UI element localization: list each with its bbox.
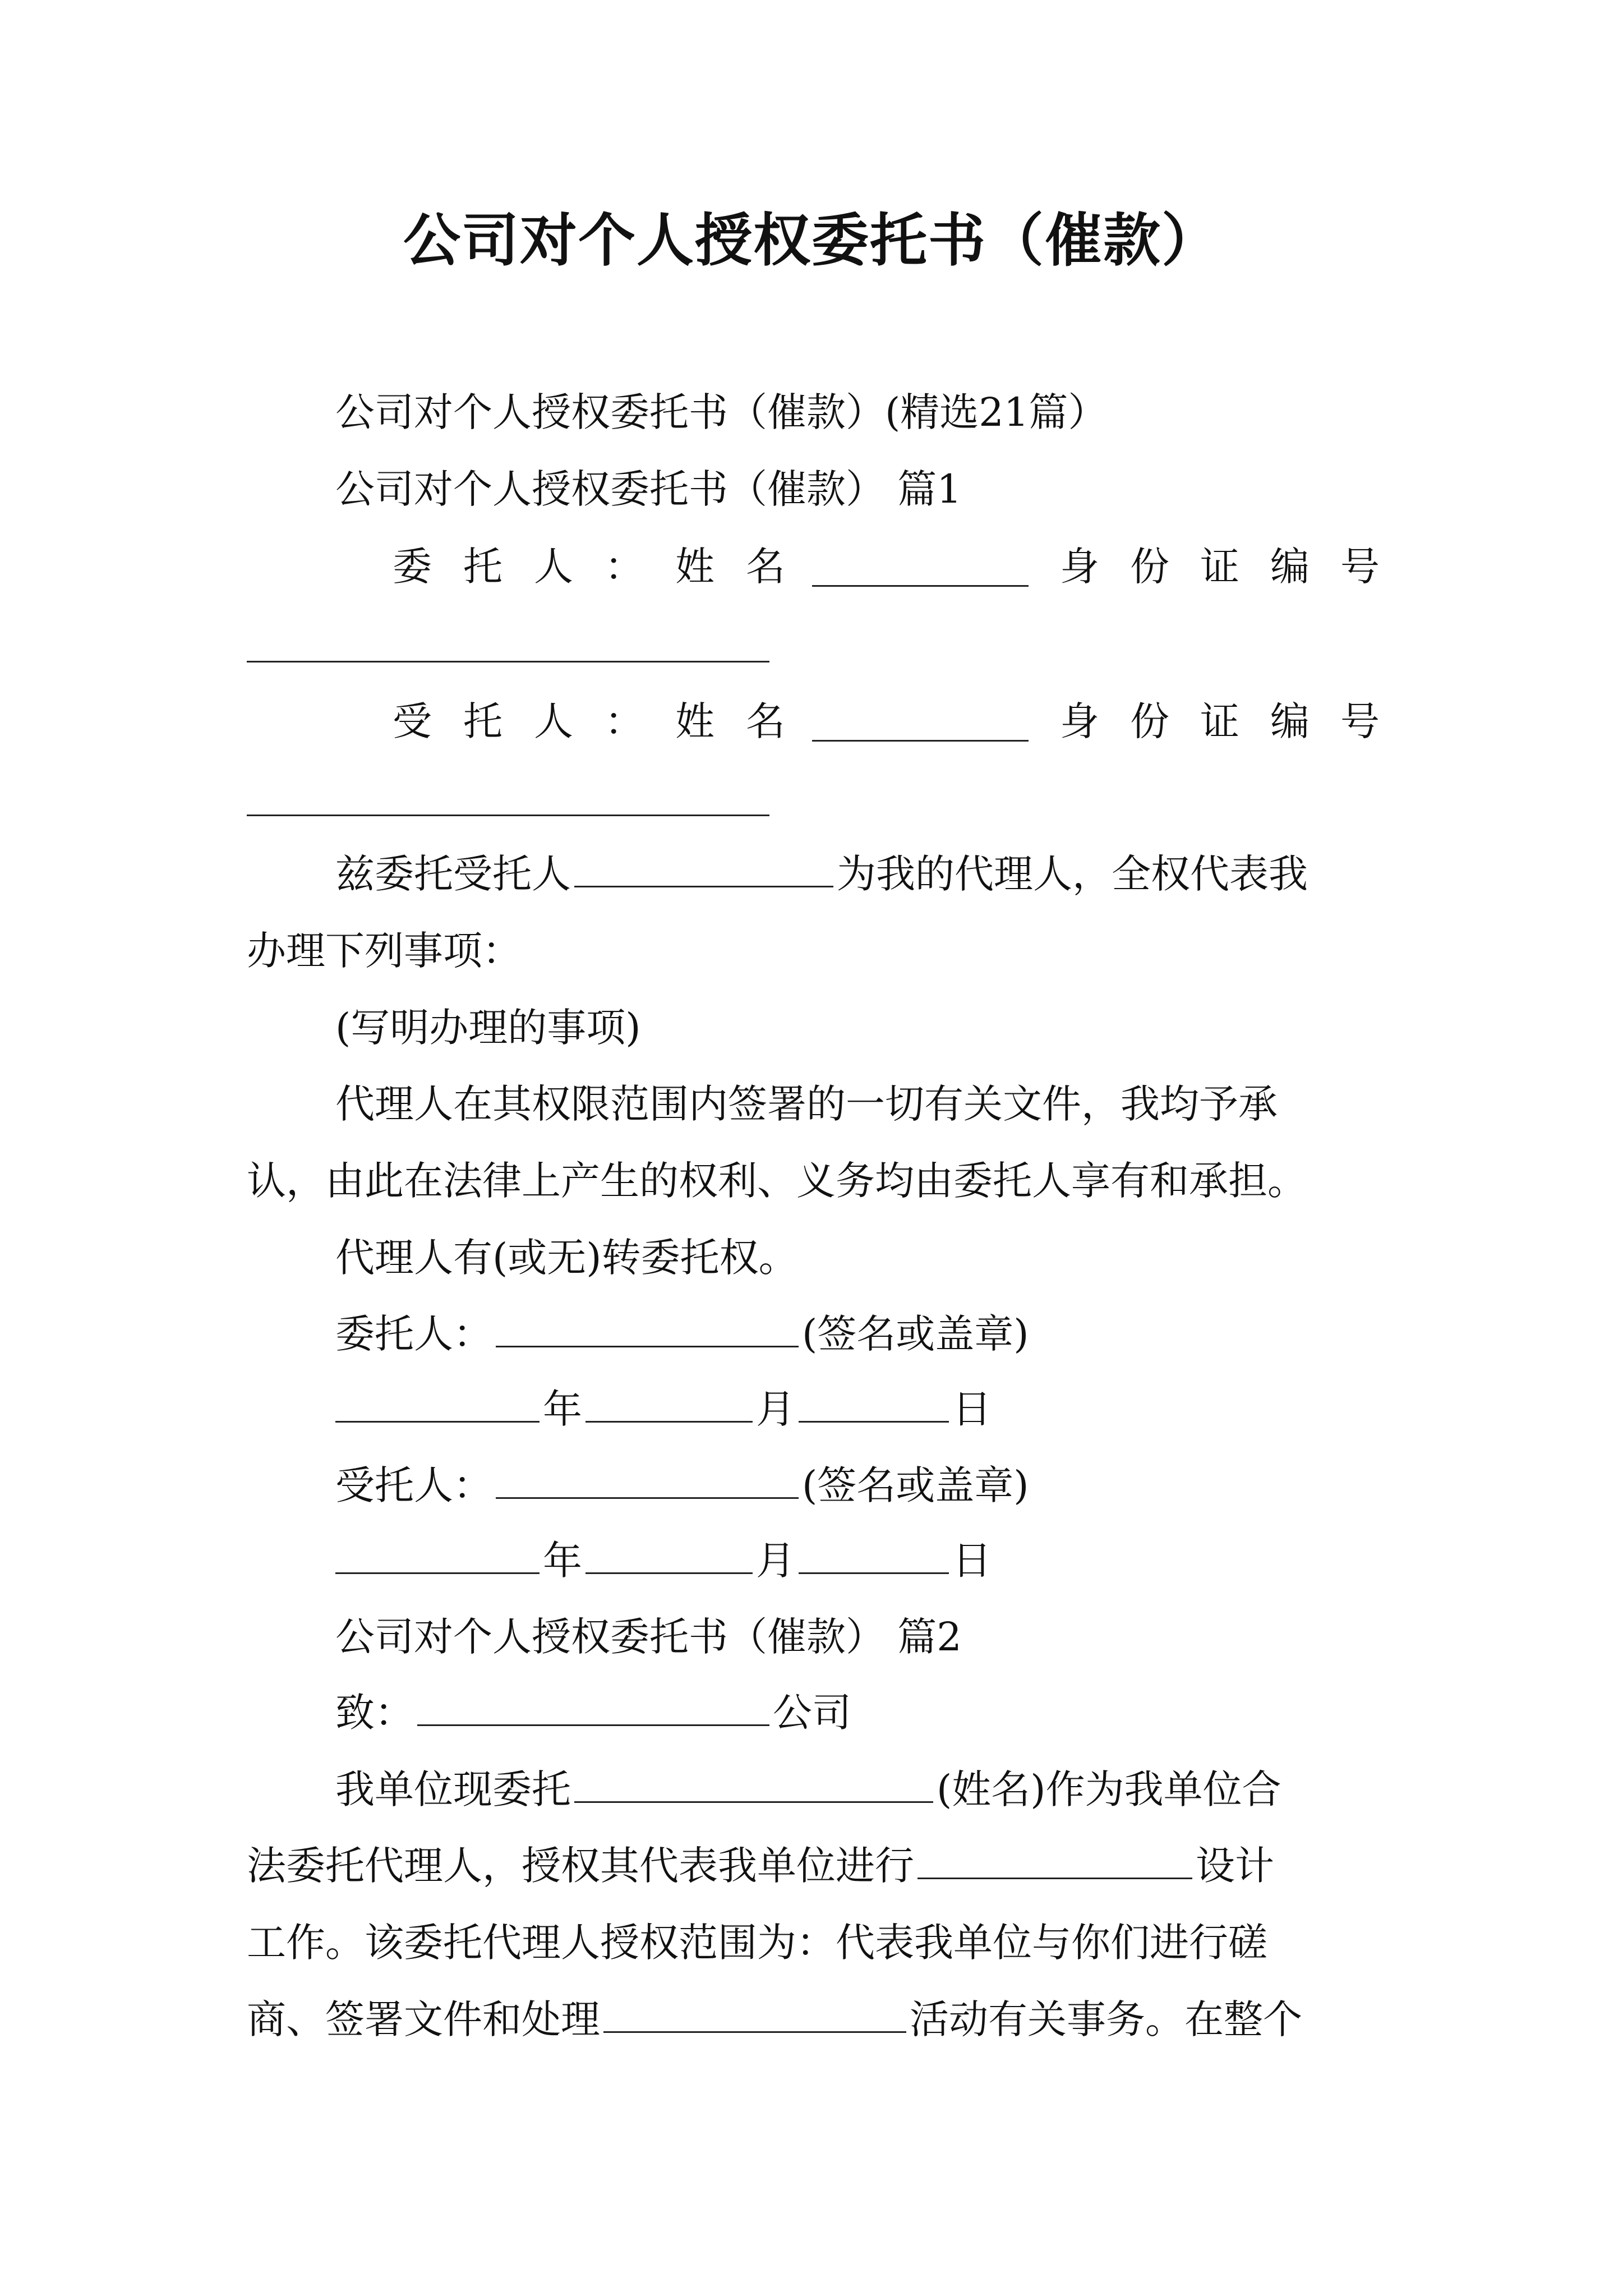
document-subtitle: 公司对个人授权委托书（催款）(精选21篇） (335, 389, 1108, 435)
agent-date-line: 年 月 日 (335, 1533, 992, 1589)
delegate-name-blank (574, 1762, 933, 1803)
section-heading-2: 公司对个人授权委托书（催款） 篇2 (335, 1614, 962, 1660)
authorization-line-2: 法委托代理人，授权其代表我单位进行 设计 (247, 1838, 1274, 1894)
subdelegation-clause: 代理人有(或无)转委托权。 (335, 1235, 798, 1281)
agent-name-blank (812, 740, 1029, 742)
authorization-line-3: 工作。该委托代理人授权范围为：代表我单位与你们进行磋 (247, 1920, 1267, 1966)
agent-id-label: 身 份 证 编 号 (1060, 698, 1380, 744)
entrust-line-2: 办理下列事项： (247, 928, 522, 974)
authorization-line-1: 我单位现委托 (姓名)作为我单位合 (335, 1761, 1281, 1818)
agent-id-blank (247, 815, 769, 816)
acknowledge-paragraph-line-2: 认，由此在法律上产生的权利、义务均由委托人享有和承担。 (247, 1158, 1307, 1204)
day-blank (799, 1533, 949, 1574)
month-blank (585, 1382, 753, 1423)
principal-date-line: 年 月 日 (335, 1381, 992, 1437)
design-work-blank (917, 1838, 1192, 1879)
matters-placeholder: (写明办理的事项) (335, 1005, 641, 1051)
activity-blank (603, 1992, 906, 2033)
recipient-company-blank (417, 1685, 769, 1726)
agent-signature-blank (496, 1458, 799, 1499)
authorization-line-4: 商、签署文件和处理 活动有关事务。在整个 (247, 1991, 1302, 2047)
agent-name-label: 受 托 人 ： 姓 名 (393, 698, 785, 744)
acknowledge-paragraph-line-1: 代理人在其权限范围内签署的一切有关文件，我均予承 (335, 1081, 1278, 1127)
recipient-line: 致： 公司 (335, 1685, 851, 1741)
principal-name-blank (812, 585, 1029, 587)
year-blank (335, 1382, 540, 1423)
entrust-line: 兹委托受托人 为我的代理人，全权代表我 (335, 846, 1308, 902)
section-heading-1: 公司对个人授权委托书（催款） 篇1 (335, 466, 962, 512)
principal-signature-blank (496, 1306, 799, 1347)
principal-signature-line: 委托人： (签名或盖章) (335, 1306, 1029, 1362)
agent-signature-line: 受托人： (签名或盖章) (335, 1457, 1029, 1513)
entrusted-agent-blank (574, 846, 833, 887)
month-blank (585, 1533, 753, 1574)
principal-id-label: 身 份 证 编 号 (1060, 544, 1380, 590)
document-title: 公司对个人授权委托书（催款） (403, 208, 1220, 274)
year-blank (335, 1533, 540, 1574)
day-blank (799, 1382, 949, 1423)
principal-name-label: 委 托 人 ： 姓 名 (393, 544, 785, 590)
principal-id-blank (247, 661, 769, 662)
